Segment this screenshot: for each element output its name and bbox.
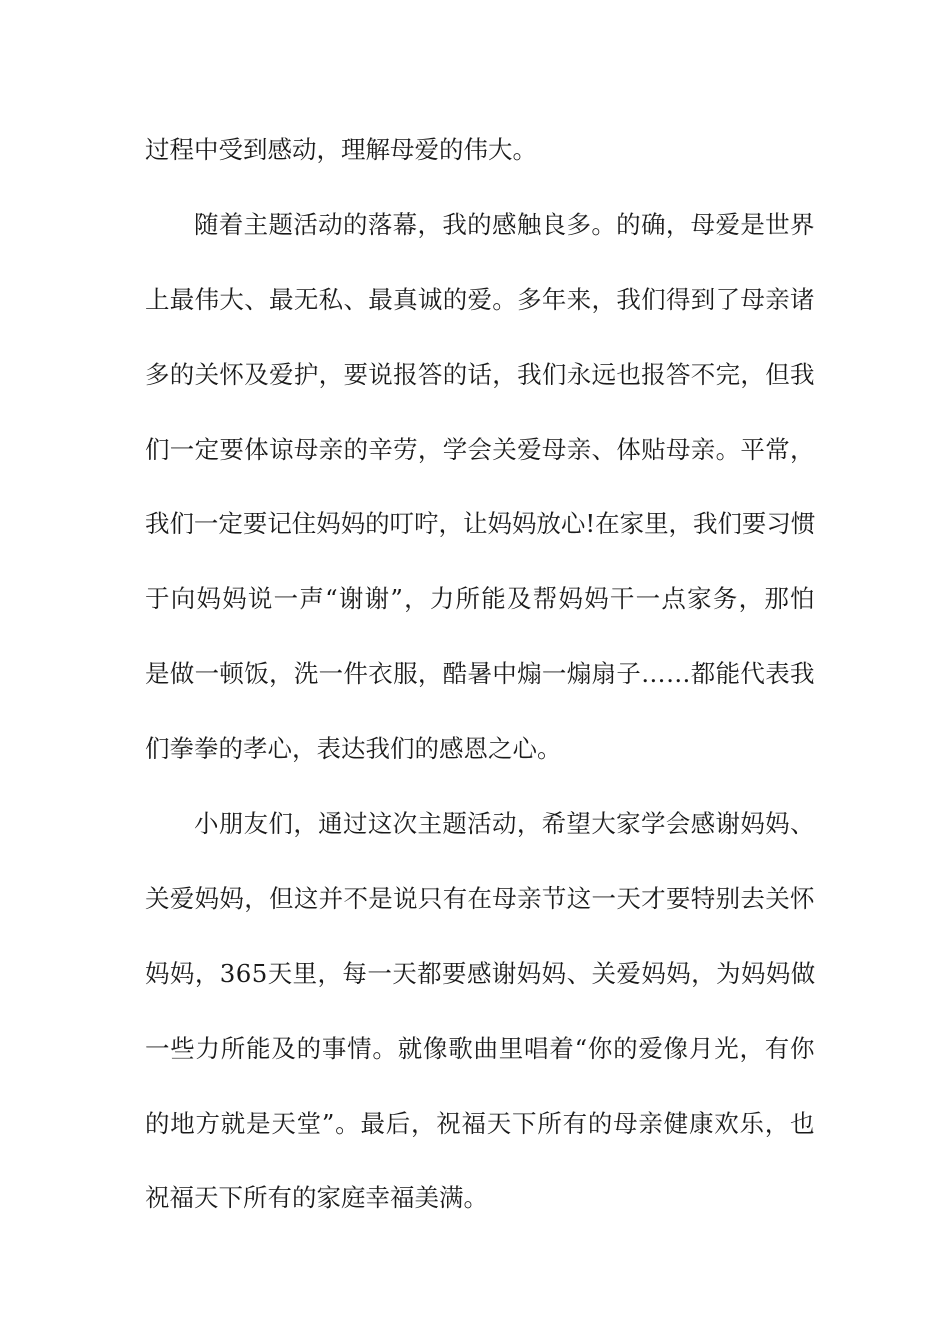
text-line-14: 的地方就是天堂”。最后，祝福天下所有的母亲健康欢乐，也 [145, 1109, 816, 1138]
text-line-13: 一些力所能及的事情。就像歌曲里唱着“你的爱像月光，有你 [145, 1034, 816, 1063]
text-line-10: 小朋友们，通过这次主题活动，希望大家学会感谢妈妈、 [194, 809, 815, 838]
text-line-8: 是做一顿饭，洗一件衣服，酷暑中煽一煽扇子……都能代表我 [145, 659, 815, 688]
text-line-9: 们拳拳的孝心，表达我们的感恩之心。 [145, 734, 562, 763]
text-line-2: 随着主题活动的落幕，我的感触良多。的确，母爱是世界 [194, 210, 815, 239]
text-line-5: 们一定要体谅母亲的辛劳，学会关爱母亲、体贴母亲。平常， [145, 435, 815, 464]
text-line-11: 关爱妈妈，但这并不是说只有在母亲节这一天才要特别去关怀 [145, 884, 815, 913]
text-line-6: 我们一定要记住妈妈的叮咛，让妈妈放心!在家里，我们要习惯 [145, 509, 816, 538]
text-line-3: 上最伟大、最无私、最真诚的爱。多年来，我们得到了母亲诸 [145, 285, 815, 314]
text-line-15: 祝福天下所有的家庭幸福美满。 [145, 1183, 488, 1212]
text-line-12: 妈妈，365天里，每一天都要感谢妈妈、关爱妈妈，为妈妈做 [145, 959, 816, 988]
text-line-4: 多的关怀及爱护，要说报答的话，我们永远也报答不完，但我 [145, 360, 815, 389]
text-line-1: 过程中受到感动，理解母爱的伟大。 [145, 135, 537, 164]
text-line-7: 于向妈妈说一声“谢谢”，力所能及帮妈妈干一点家务，那怕 [145, 584, 816, 613]
